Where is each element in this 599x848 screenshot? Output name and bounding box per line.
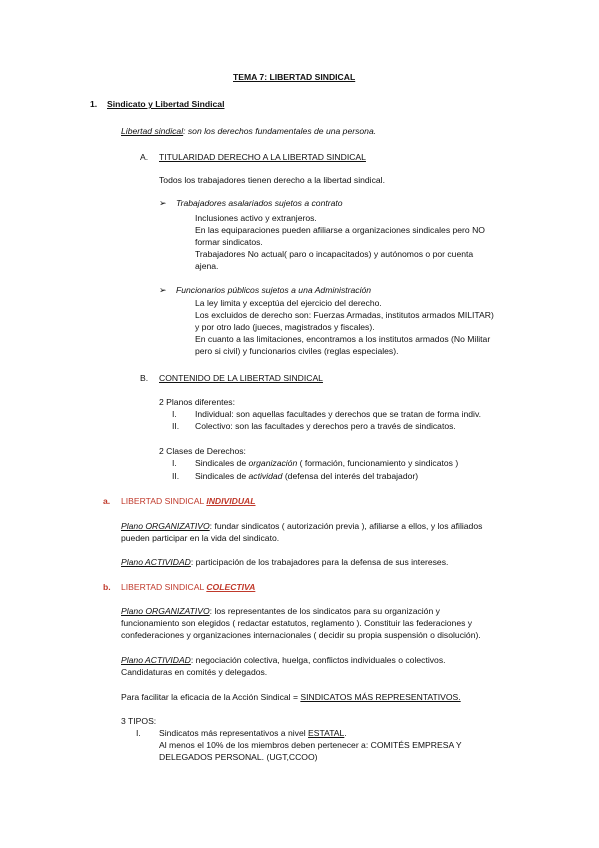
section-number: 1. (90, 99, 98, 109)
clase-emphasis: actividad (248, 471, 283, 481)
bullet-line: Los excluidos de derecho son: Fuerzas Armadas, institutos armados MILITAR) (195, 310, 494, 320)
section-title: Sindicato y Libertad Sindical (107, 99, 225, 109)
bullet-arrow-icon: ➢ (159, 198, 167, 208)
colectiva-actividad-cont: Candidaturas en comités y delegados. (121, 667, 268, 677)
planos-heading: 2 Planos diferentes: (159, 397, 235, 407)
colectiva-organizativo-cont: confederaciones y organizaciones internacionales ( decidir su propia suspensión o disolución). (121, 630, 481, 640)
clase-prefix: Sindicales de (195, 458, 249, 468)
bullet-line: pero si civil) y funcionarios civiles (reglas especiales). (195, 346, 399, 356)
clase-item (195, 471, 418, 482)
subsection-a-letter: A. (140, 152, 149, 162)
eficacia-highlight: SINDICATOS MÁS REPRESENTATIVOS. (300, 692, 461, 702)
bullet-heading-funcionarios: Funcionarios públicos sujetos a una Administración (176, 285, 372, 295)
tipo-item (159, 728, 347, 739)
subsection-a-lower-letter: a. (103, 496, 111, 506)
colectiva-heading-em: COLECTIVA (206, 582, 256, 592)
subsection-a-title: TITULARIDAD DERECHO A LA LIBERTAD SINDICAL (159, 152, 366, 162)
plano-organizativo-text: : los representantes de los sindicatos para su organización y (209, 606, 440, 616)
individual-heading (121, 496, 256, 507)
plano-item: Individual: son aquellas facultades y derechos que se tratan de forma indiv. (195, 409, 481, 419)
list-number: I. (172, 458, 177, 468)
tipo-text: Sindicatos más representativos a nivel (159, 728, 309, 738)
clases-heading: 2 Clases de Derechos: (159, 446, 246, 456)
list-number: I. (136, 728, 141, 738)
colectiva-heading (121, 582, 255, 593)
plano-actividad-text: : negociación colectiva, huelga, conflictos individuales o colectivos. (190, 655, 446, 665)
plano-actividad-text: : participación de los trabajadores para la defensa de sus intereses. (190, 557, 449, 567)
list-number: II. (172, 421, 180, 431)
individual-actividad (121, 557, 448, 568)
plano-organizativo-text: : fundar sindicatos ( autorización previa ), afiliarse a ellos, y los afiliados (209, 521, 483, 531)
plano-organizativo-label: Plano ORGANIZATIVO (121, 521, 210, 531)
list-number: I. (172, 409, 177, 419)
page-title: TEMA 7: LIBERTAD SINDICAL (233, 72, 356, 82)
bullet-heading-trabajadores: Trabajadores asalariados sujetos a contrato (176, 198, 343, 208)
subsection-a-intro: Todos los trabajadores tienen derecho a la libertad sindical. (159, 175, 385, 185)
bullet-line: formar sindicatos. (195, 237, 263, 247)
bullet-arrow-icon: ➢ (159, 285, 167, 295)
bullet-line: En cuanto a las limitaciones, encontramos a los institutos armados (No Militar (195, 334, 491, 344)
individual-organizativo (121, 521, 482, 532)
clase-item (195, 458, 458, 469)
subsection-b-letter: B. (140, 373, 149, 383)
clase-emphasis: organización (248, 458, 298, 468)
bullet-line: La ley limita y exceptúa del ejercicio del derecho. (195, 298, 382, 308)
individual-heading-pre: LIBERTAD SINDICAL (121, 496, 207, 506)
eficacia-line (121, 692, 461, 703)
tipo-item-cont: DELEGADOS PERSONAL. (UGT,CCOO) (159, 752, 318, 762)
individual-heading-em: INDIVIDUAL (206, 496, 256, 506)
plano-actividad-label: Plano ACTIVIDAD (121, 655, 191, 665)
bullet-line: Trabajadores No actual( paro o incapacitados) y autónomos o por cuenta (195, 249, 474, 259)
tipo-suffix: . (344, 728, 347, 738)
colectiva-organizativo (121, 606, 440, 617)
bullet-line: y por otro lado (jueces, magistrados y fiscales). (195, 322, 375, 332)
subsection-b-title: CONTENIDO DE LA LIBERTAD SINDICAL (159, 373, 323, 383)
tipos-heading: 3 TIPOS: (121, 716, 157, 726)
eficacia-text: Para facilitar la eficacia de la Acción Sindical = (121, 692, 301, 702)
tipo-item-cont: Al menos el 10% de los miembros deben pertenecer a: COMITÉS EMPRESA Y (159, 740, 462, 750)
colectiva-heading-pre: LIBERTAD SINDICAL (121, 582, 207, 592)
colectiva-actividad (121, 655, 446, 666)
colectiva-organizativo-cont: funcionamiento son elegidos ( redactar estatutos, reglamento ). Constituir las federaciones y (121, 618, 473, 628)
plano-actividad-label: Plano ACTIVIDAD (121, 557, 191, 567)
bullet-line: En las equiparaciones pueden afiliarse a organizaciones sindicales pero NO (195, 225, 485, 235)
individual-organizativo-cont: pueden participar en la vida del sindicato. (121, 533, 280, 543)
definition-term: Libertad sindical (121, 126, 184, 136)
clase-suffix: ( formación, funcionamiento y sindicatos ) (297, 458, 459, 468)
plano-item: Colectivo: son las facultades y derechos pero a través de sindicatos. (195, 421, 456, 431)
clase-prefix: Sindicales de (195, 471, 249, 481)
list-number: II. (172, 471, 180, 481)
subsection-b-lower-letter: b. (103, 582, 111, 592)
bullet-line: ajena. (195, 261, 219, 271)
bullet-line: Inclusiones activo y extranjeros. (195, 213, 317, 223)
plano-organizativo-label: Plano ORGANIZATIVO (121, 606, 210, 616)
definition-text: : son los derechos fundamentales de una persona. (183, 126, 377, 136)
definition-line (121, 126, 376, 137)
clase-suffix: (defensa del interés del trabajador) (282, 471, 419, 481)
tipo-highlight: ESTATAL (308, 728, 345, 738)
